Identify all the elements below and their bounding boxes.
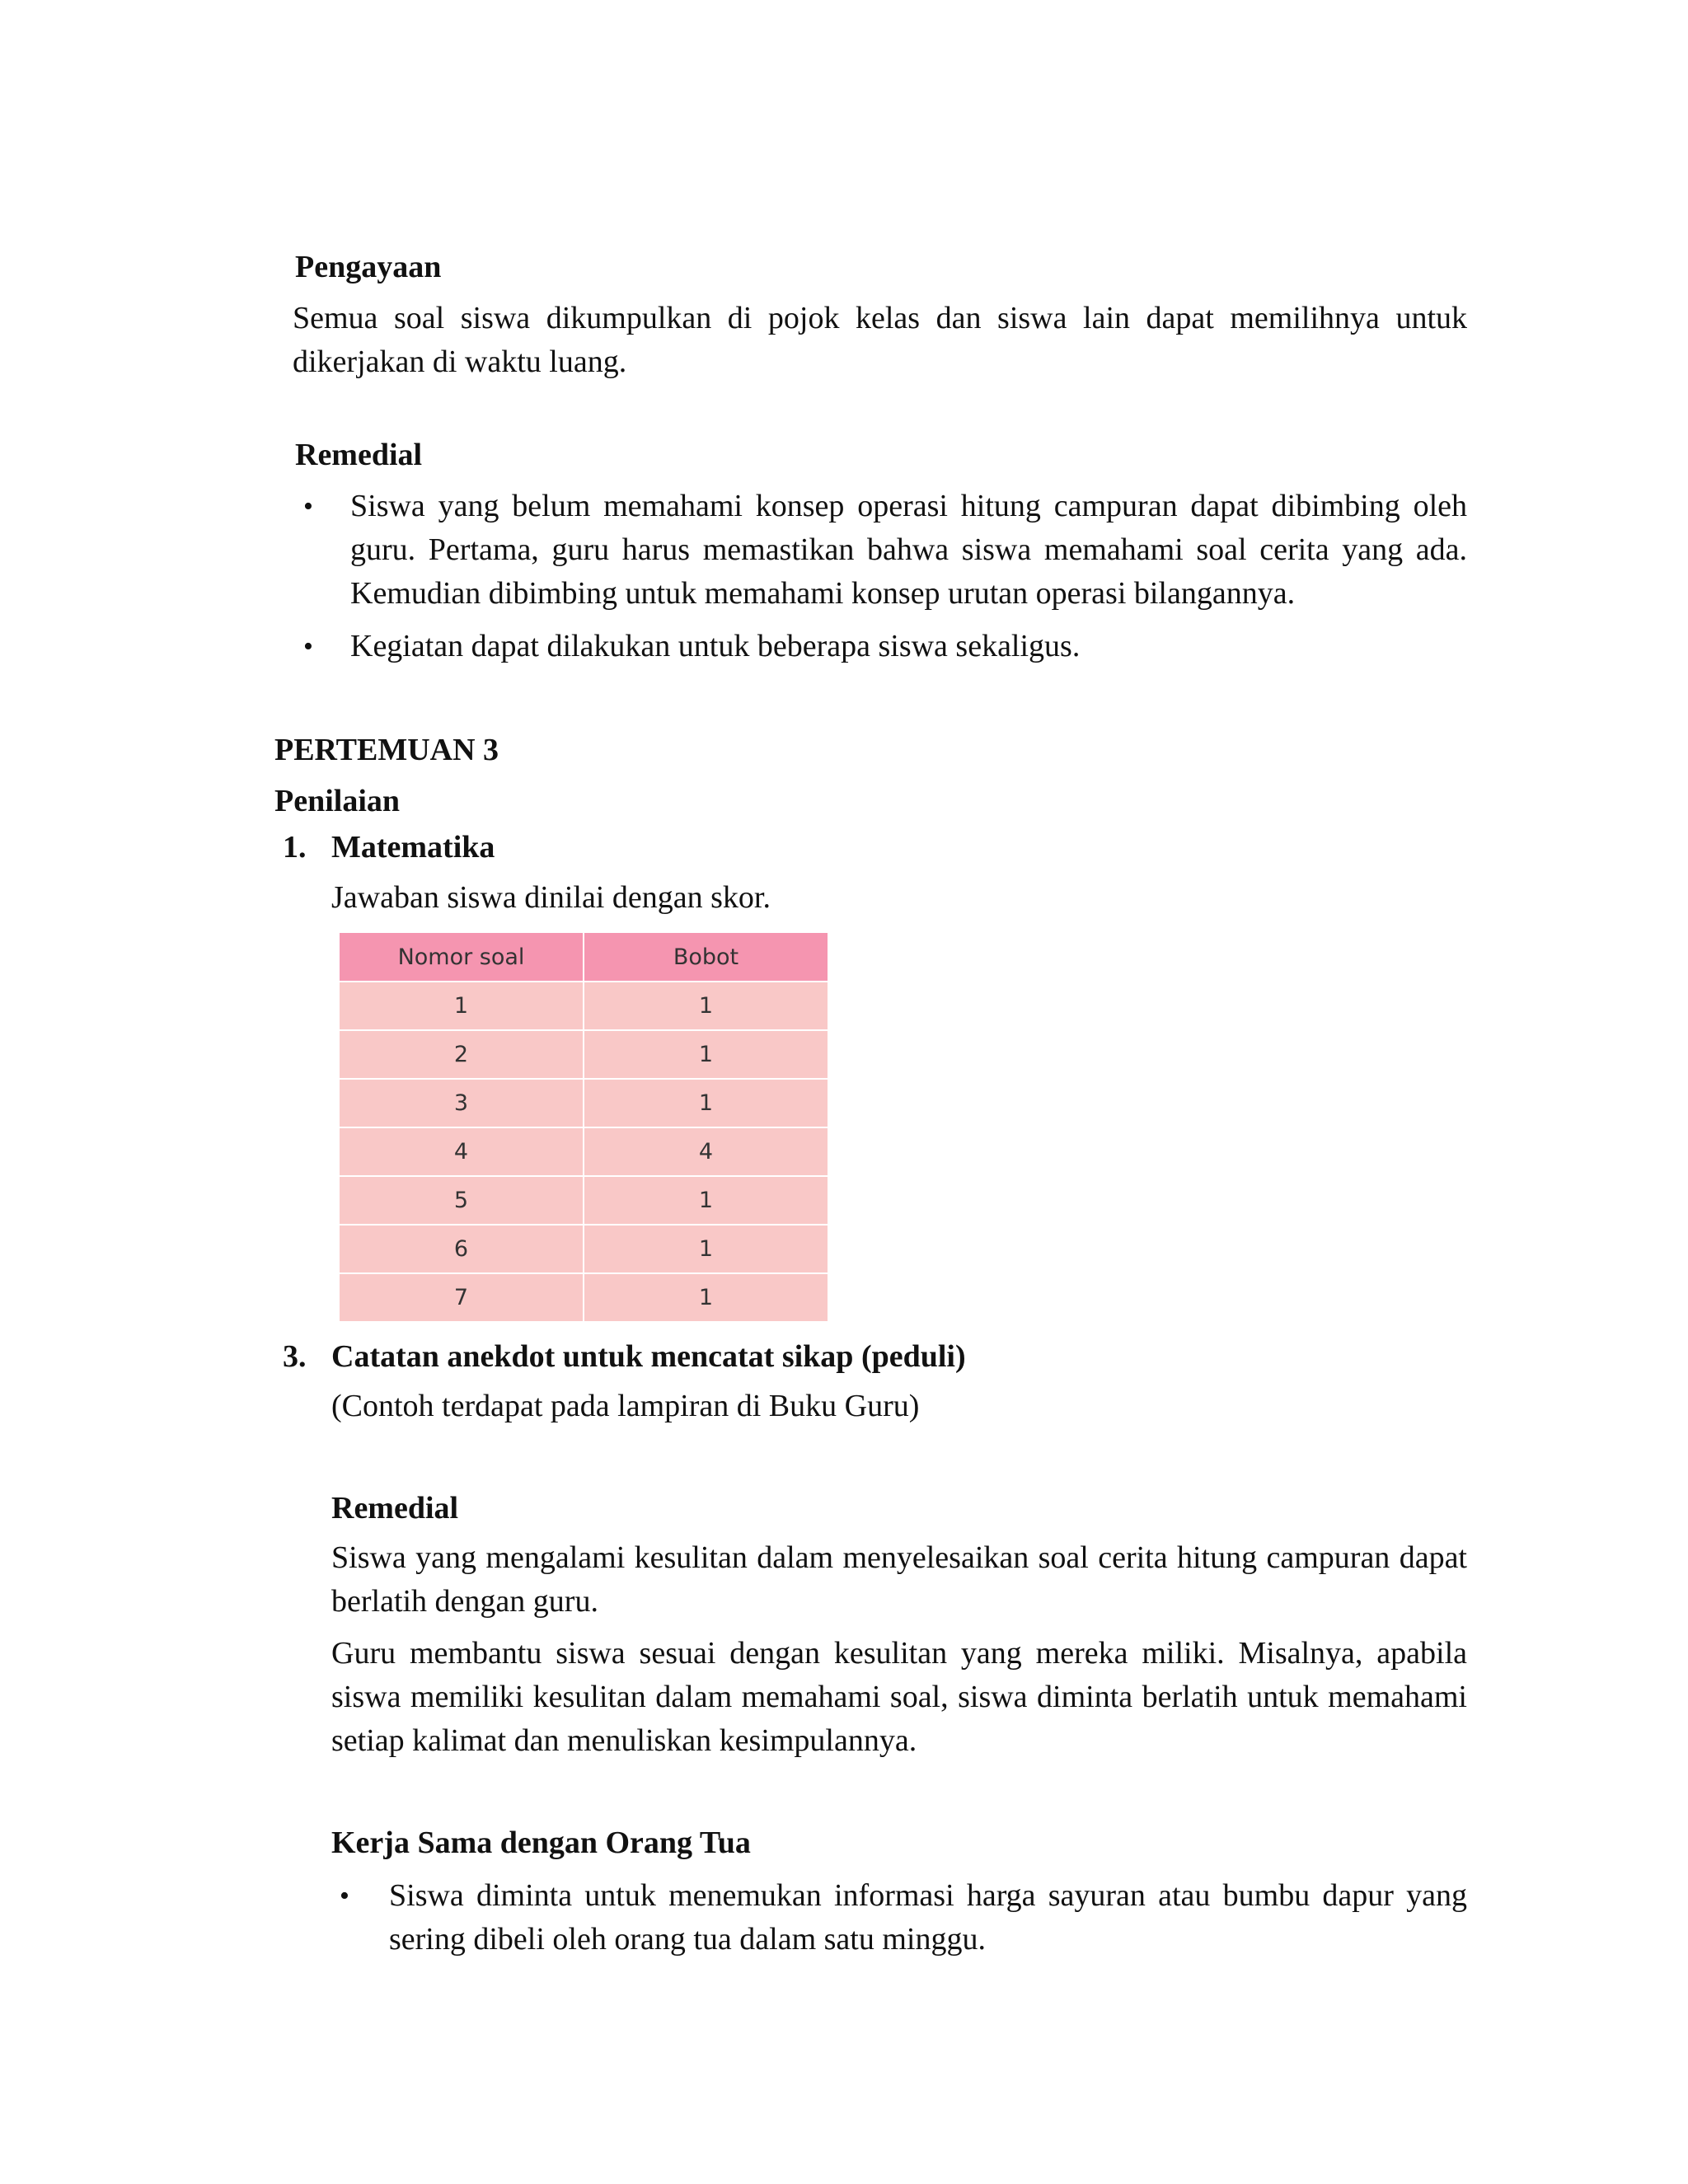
remedial-heading: Remedial: [295, 438, 423, 472]
remedial-paragraph-2: Guru membantu siswa sesuai dengan kesulitan yang mereka miliki. Misalnya, apabila siswa memiliki kesulitan dalam memahami soal, siswa diminta berlatih untuk memahami setiap kalimat dan menuliskan kesimpulannya.: [331, 1636, 1467, 1758]
bullet-marker: •: [303, 631, 313, 662]
pertemuan-title: PERTEMUAN 3: [274, 733, 499, 767]
item-number: 1.: [283, 830, 307, 865]
table-row: [339, 1273, 828, 1322]
table-cell: 4: [584, 1127, 828, 1176]
kerja-sama-bullet-1: Siswa diminta untuk menemukan informasi harga sayuran atau bumbu dapur yang sering dibeli oleh orang tua dalam satu minggu.: [389, 1878, 1467, 1957]
table-row: [339, 1079, 828, 1127]
table-header-row: [339, 932, 828, 982]
table-row: [339, 1176, 828, 1225]
table-cell: 4: [339, 1127, 584, 1176]
table-cell: 1: [584, 1176, 828, 1225]
table-row: [339, 982, 828, 1030]
catatan-desc: (Contoh terdapat pada lampiran di Buku Guru): [331, 1389, 920, 1423]
penilaian-heading: Penilaian: [274, 784, 401, 818]
remedial-paragraph-1: Siswa yang mengalami kesulitan dalam menyelesaikan soal cerita hitung campuran dapat berlatih dengan guru.: [331, 1540, 1467, 1619]
item-number: 3.: [283, 1339, 307, 1374]
table-header-cell: Bobot: [584, 932, 828, 982]
remedial-bullet-2: Kegiatan dapat dilakukan untuk beberapa siswa sekaligus.: [350, 629, 1081, 663]
kerja-sama-heading: Kerja Sama dengan Orang Tua: [331, 1825, 751, 1860]
score-table: [338, 931, 829, 1323]
table-cell: 1: [584, 1273, 828, 1322]
table-row: [339, 1030, 828, 1079]
table-row: [339, 1225, 828, 1273]
remedial-heading: Remedial: [331, 1491, 459, 1526]
pengayaan-text: Semua soal siswa dikumpulkan di pojok kelas dan siswa lain dapat memilihnya untuk dikerjakan di waktu luang.: [293, 301, 1467, 379]
table-cell: 1: [339, 982, 584, 1030]
table-cell: 1: [584, 982, 828, 1030]
table-row: [339, 1127, 828, 1176]
table-cell: 6: [339, 1225, 584, 1273]
table-cell: 1: [584, 1030, 828, 1079]
matematika-heading: Matematika: [331, 830, 495, 865]
table-cell: 1: [584, 1079, 828, 1127]
remedial-bullet-1: Siswa yang belum memahami konsep operasi hitung campuran dapat dibimbing oleh guru. Pertama, guru harus memastikan bahwa siswa memahami soal cerita yang ada. Kemudian dibimbing untuk memahami konsep urutan operasi bilangannya.: [350, 489, 1467, 611]
matematika-desc: Jawaban siswa dinilai dengan skor.: [331, 880, 771, 915]
pengayaan-heading: Pengayaan: [295, 250, 442, 284]
table-header-cell: Nomor soal: [339, 932, 584, 982]
table-cell: 5: [339, 1176, 584, 1225]
table-cell: 7: [339, 1273, 584, 1322]
table-cell: 2: [339, 1030, 584, 1079]
catatan-heading: Catatan anekdot untuk mencatat sikap (peduli): [331, 1339, 966, 1374]
bullet-marker: •: [340, 1881, 349, 1911]
table-cell: 3: [339, 1079, 584, 1127]
bullet-marker: •: [303, 491, 313, 522]
table-cell: 1: [584, 1225, 828, 1273]
